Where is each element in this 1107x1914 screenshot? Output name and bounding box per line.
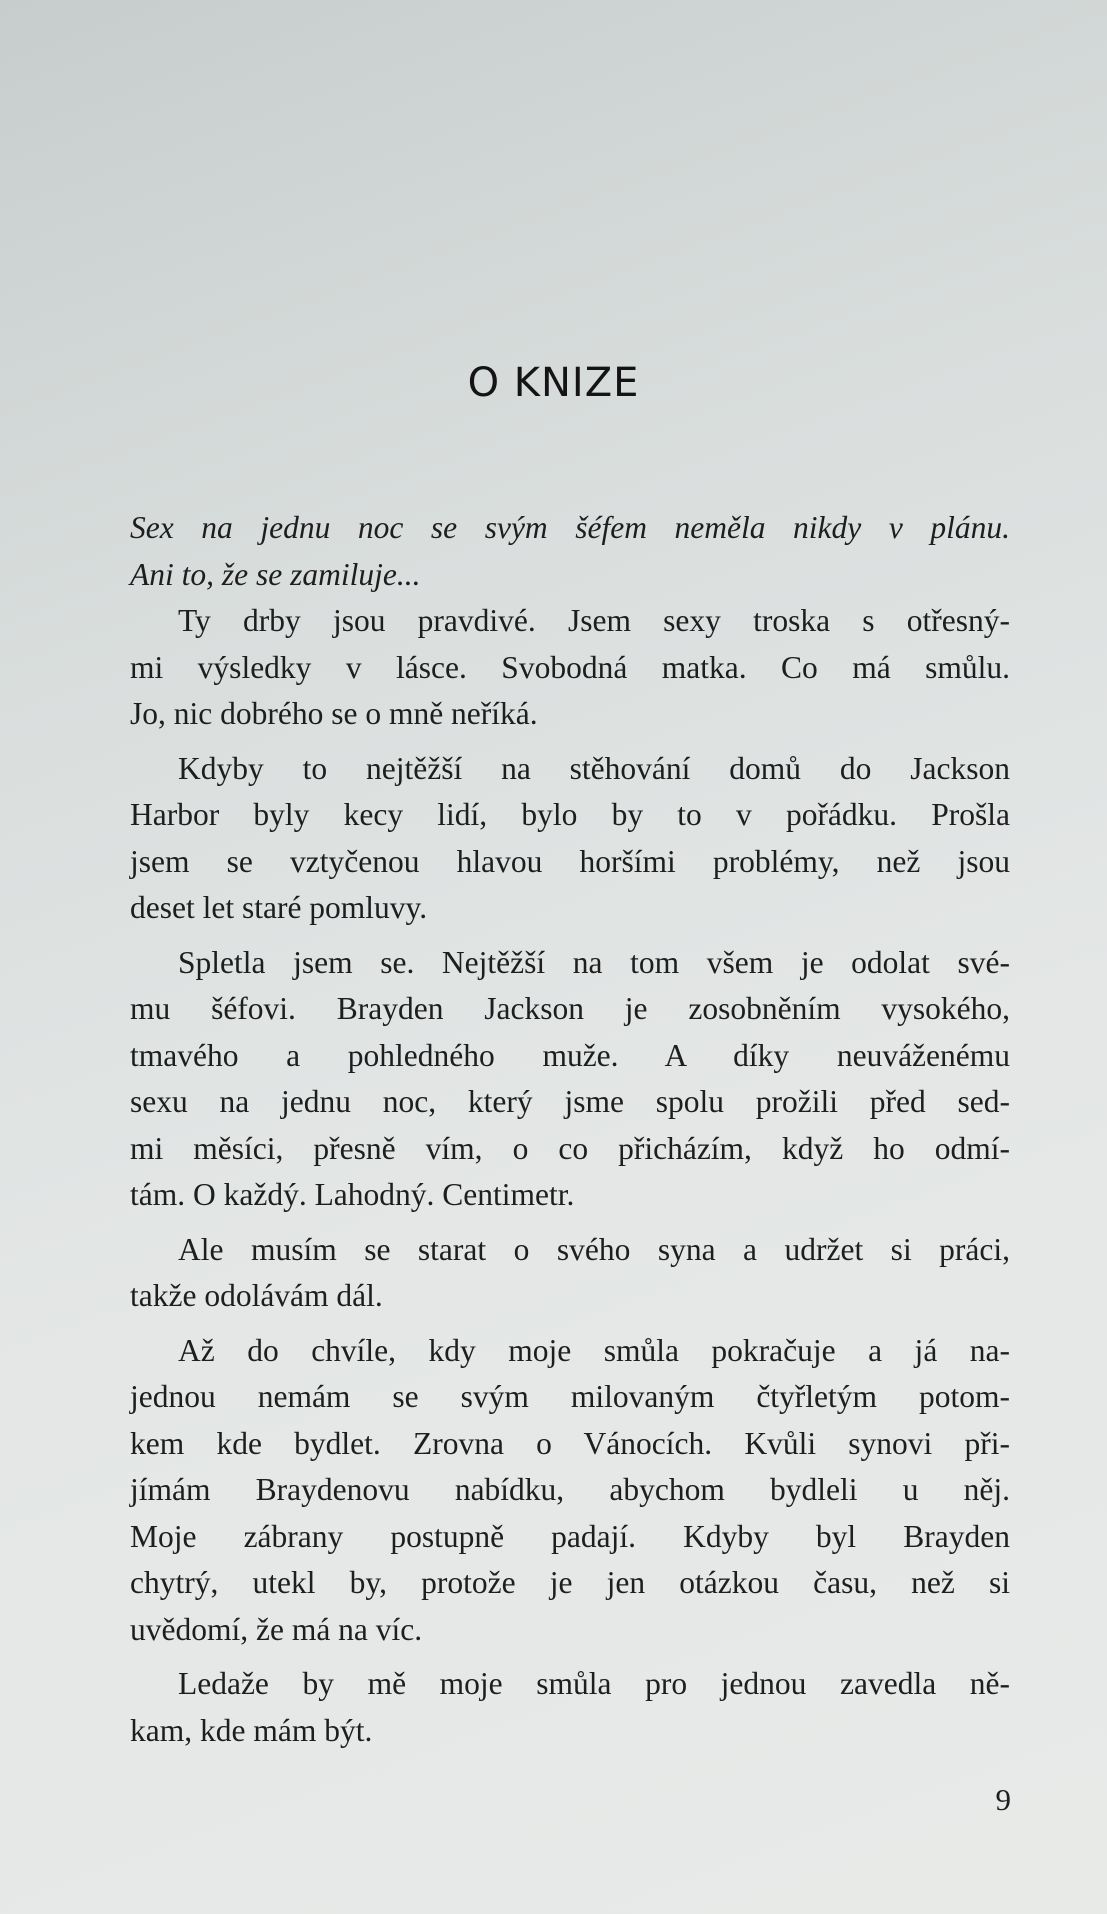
text-line: jednou nemám se svým milovaným čtyřletým potom- xyxy=(130,1379,1010,1414)
text-line: kam, kde mám být. xyxy=(130,1712,373,1748)
text-line: Moje zábrany postupně padají. Kdyby byl Brayden xyxy=(130,1518,1010,1554)
text-line: sexu na jednu noc, který jsme spolu prožili před sed- xyxy=(130,1084,1010,1119)
text-line: kem kde bydlet. Zrovna o Vánocích. Kvůli synovi při- xyxy=(130,1425,1010,1461)
paragraph xyxy=(130,940,1010,1219)
text-line: Harbor byly kecy lidí, bylo by to v pořádku. Prošla xyxy=(130,797,1010,832)
paragraph xyxy=(130,1328,1010,1654)
text-line: Spletla jsem se. Nejtěžší na tom všem je odolat své- xyxy=(178,944,1010,980)
text-line: jímám Braydenovu nabídku, abychom bydleli u něj. xyxy=(130,1472,1010,1507)
page-title: O KNIZE xyxy=(467,360,640,406)
paragraph xyxy=(130,1661,1010,1754)
text-line: uvědomí, že má na víc. xyxy=(130,1611,423,1647)
book-blurb xyxy=(130,505,1010,1754)
text-line: mu šéfovi. Brayden Jackson je zosobněním vysokého, xyxy=(130,991,1010,1026)
text-line: Až do chvíle, kdy moje smůla pokračuje a já na- xyxy=(178,1332,1010,1368)
text-line: mi výsledky v lásce. Svobodná matka. Co má smůlu. xyxy=(130,649,1010,685)
text-line: Ty drby jsou pravdivé. Jsem sexy troska s otřesný- xyxy=(178,603,1010,638)
text-line: takže odolávám dál. xyxy=(130,1278,383,1313)
intro-block xyxy=(130,505,1010,598)
text-line: chytrý, utekl by, protože je jen otázkou času, než si xyxy=(130,1565,1010,1600)
intro-line: Ani to, že se zamiluje... xyxy=(130,556,421,592)
text-line: deset let staré pomluvy. xyxy=(130,890,428,925)
page-number: 9 xyxy=(995,1782,1011,1817)
text-line: tám. O každý. Lahodný. Centimetr. xyxy=(130,1177,575,1212)
paragraph xyxy=(130,746,1010,932)
text-line: mi měsíci, přesně vím, o co přicházím, když ho odmí- xyxy=(130,1130,1010,1166)
text-line: jsem se vztyčenou hlavou horšími problémy, než jsou xyxy=(130,843,1010,879)
text-line: Kdyby to nejtěžší na stěhování domů do Jackson xyxy=(178,750,1010,786)
paragraph xyxy=(130,1227,1010,1320)
text-line: Ale musím se starat o svého syna a udržet si práci, xyxy=(178,1231,1010,1267)
paragraph xyxy=(130,598,1010,738)
intro-line: Sex na jednu noc se svým šéfem neměla nikdy v plánu. xyxy=(130,510,1010,545)
text-line: tmavého a pohledného muže. A díky neuváženému xyxy=(130,1037,1010,1073)
text-line: Ledaže by mě moje smůla pro jednou zavedla ně- xyxy=(178,1666,1010,1701)
text-line: Jo, nic dobrého se o mně neříká. xyxy=(130,696,538,731)
